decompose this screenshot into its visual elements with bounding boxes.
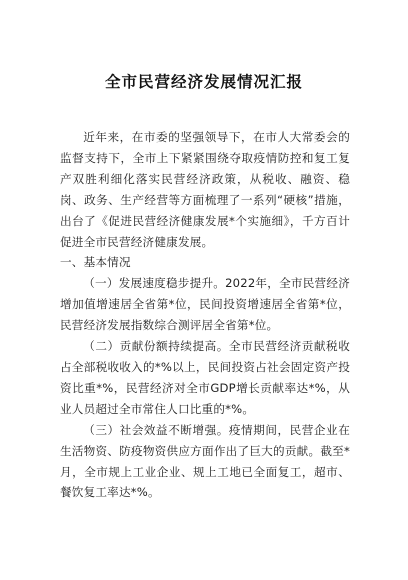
paragraph-item: （二）贡献份额持续提高。全市民营经济贡献税收占全部税收收入的*%以上，民间投资占社会固定资产投资比重*%，民营经济对全市GDP增长贡献率达*%，从业人员超过全市常住人口比重的*%。 — [60, 339, 350, 416]
document-title: 全市民营经济发展情况汇报 — [104, 72, 303, 91]
paragraph-item: （一）发展速度稳步提升。2022年，全市民营经济增加值增速居全省第*位，民间投资增速居全省第*位，民营经济发展指数综合测评居全省第*位。 — [60, 276, 350, 333]
paragraph-item: （三）社会效益不断增强。疫情期间，民营企业在生活物资、防疫物资供应方面作出了巨大的贡献。截至*月，全市规上工业企业、规上工地已全面复工，超市、餐饮复工率达*%。 — [60, 422, 350, 500]
intro-paragraph: 近年来，在市委的坚强领导下，在市人大常委会的监督支持下，全市上下紧紧围绕夺取疫情防控和复工复产双胜利细化落实民营经济政策，从税收、融资、稳岗、政务、生产经营等方面梳理了一系列“硬核”措施，出台了《促进民营经济健康发展*个实施细》，千方百计促进全市民营经济健康发展。 — [60, 130, 350, 249]
section-heading: 一、基本情况 — [60, 255, 131, 270]
document-body — [60, 127, 350, 503]
